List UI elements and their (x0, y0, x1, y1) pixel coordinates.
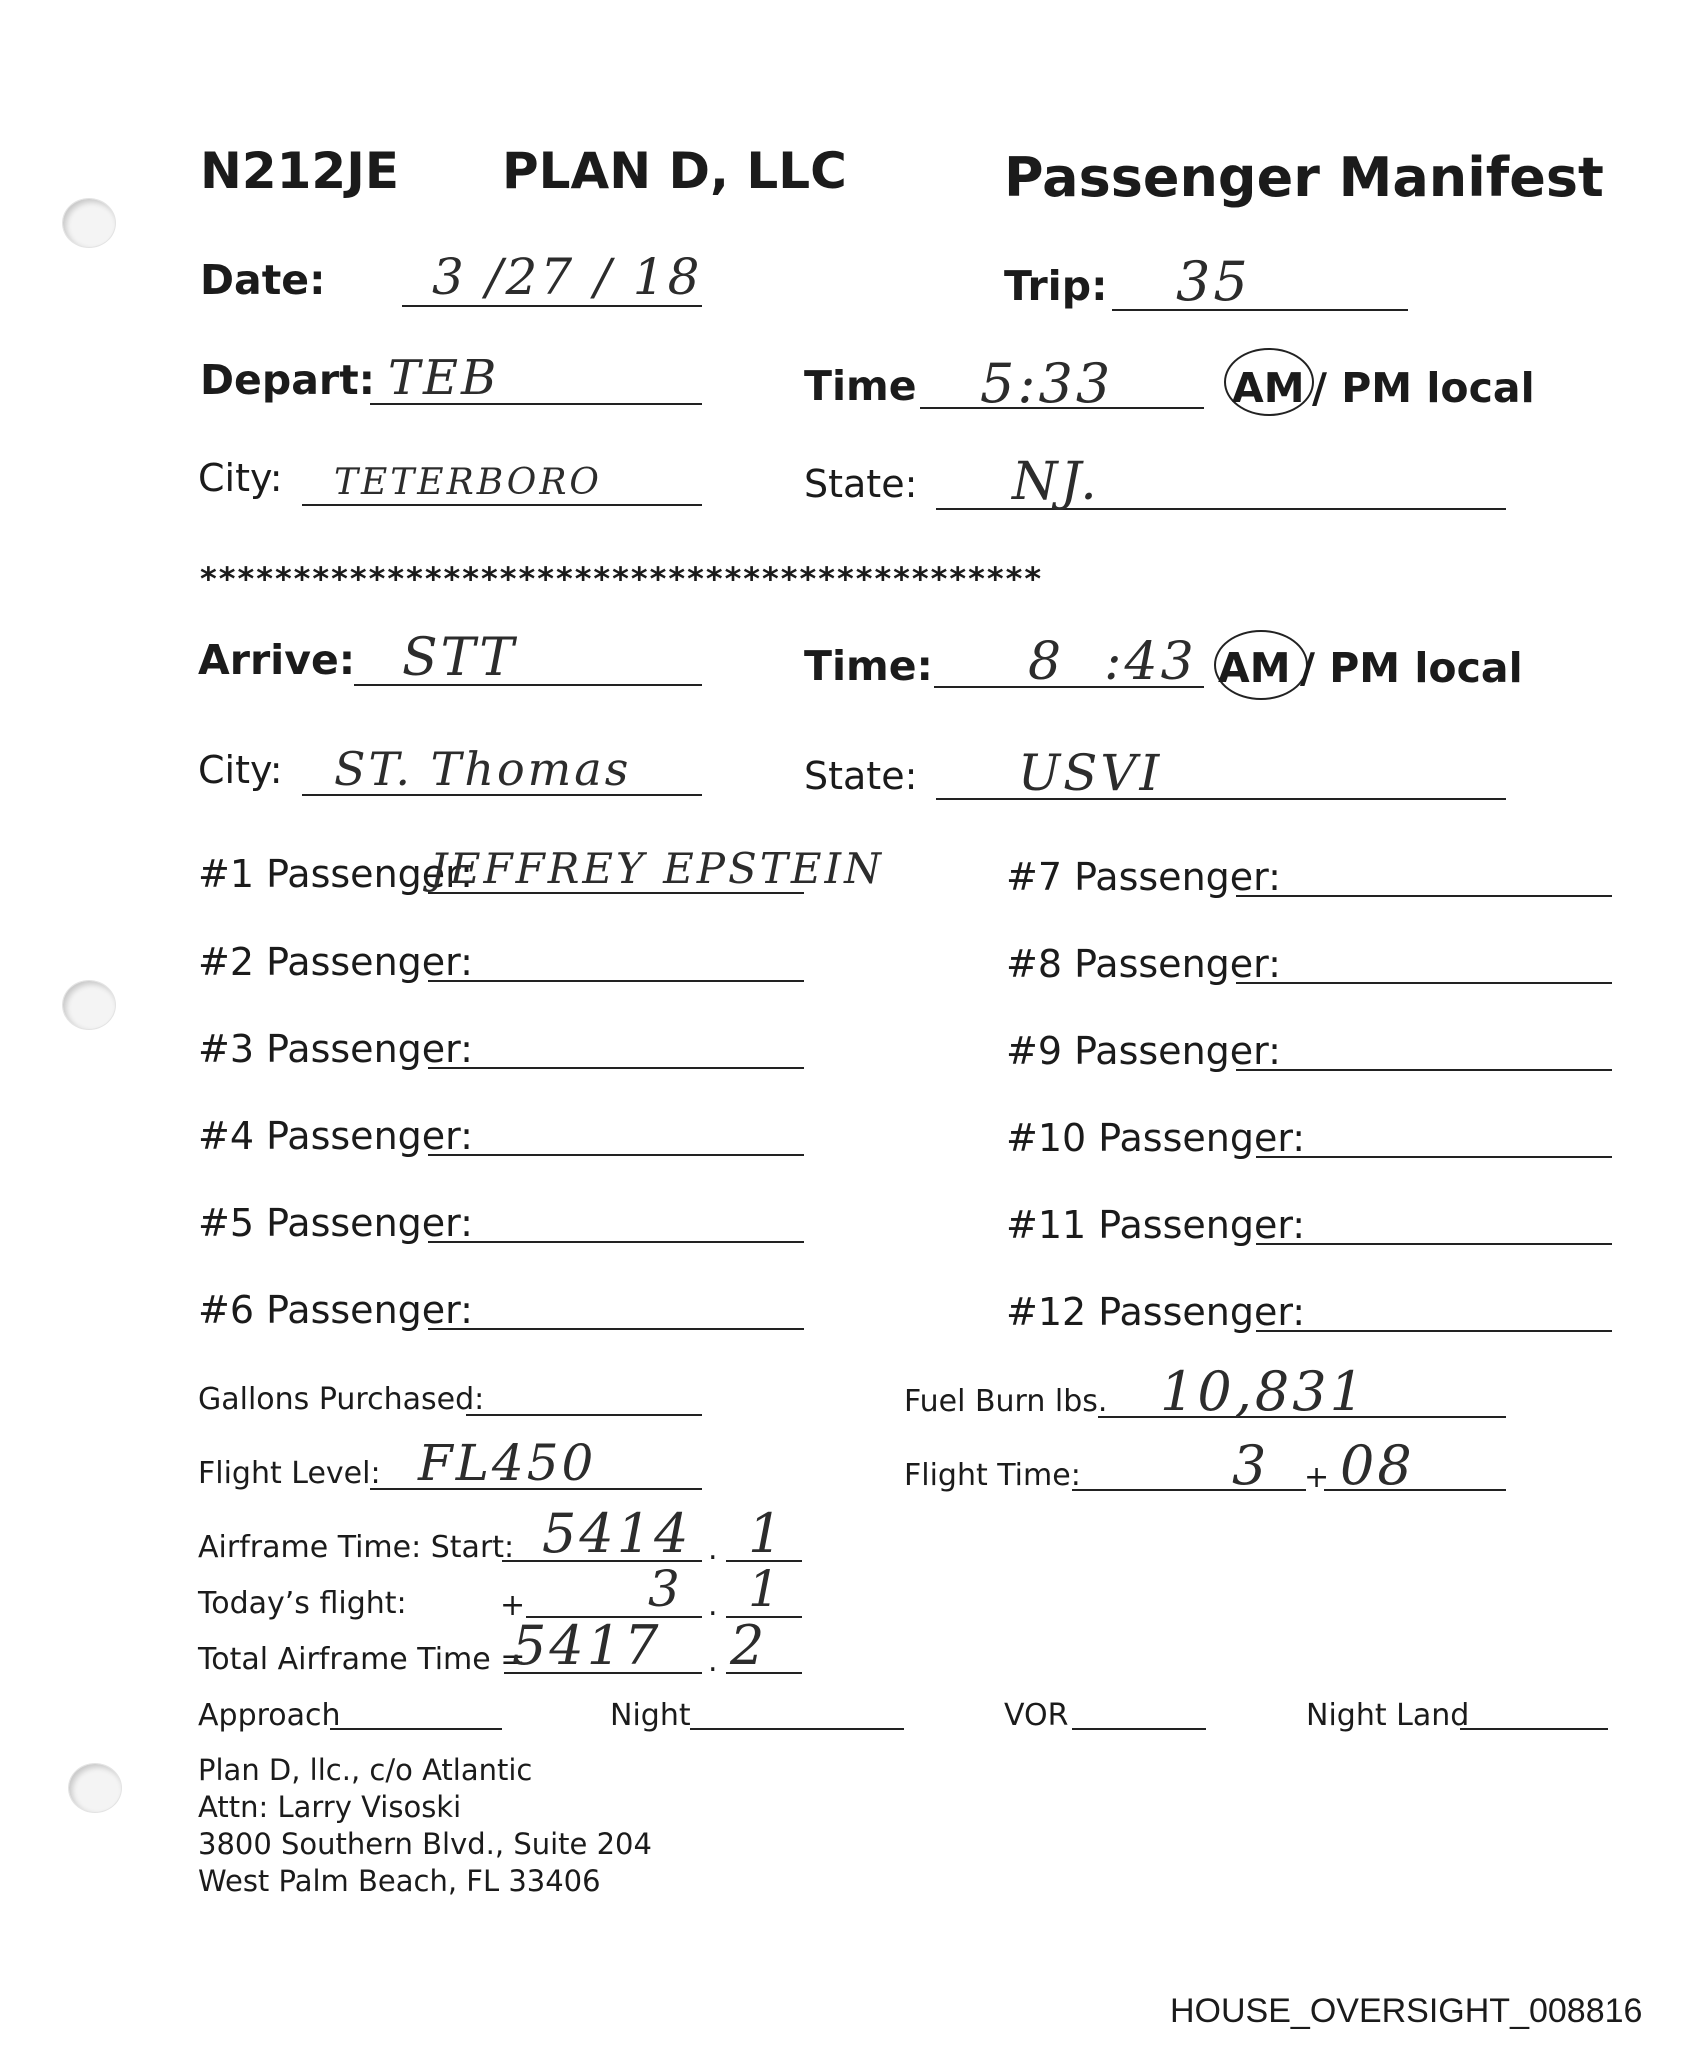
address-line-3: 3800 Southern Blvd., Suite 204 (198, 1827, 652, 1861)
bates-number: HOUSE_OVERSIGHT_008816 (1170, 1992, 1643, 2030)
departure-time-value: 5:33 (980, 352, 1114, 415)
arrival-time-hour: 8 (1028, 632, 1065, 692)
arrive-label: Arrive: (198, 636, 356, 684)
departure-city-value: TETERBORO (334, 462, 602, 503)
airframe-start-tenth: 1 (748, 1502, 786, 1565)
night-land-label: Night Land (1306, 1698, 1470, 1733)
date-value: 3 /27 / 18 (432, 248, 703, 306)
flight-time-minutes-value: 08 (1340, 1434, 1415, 1497)
night-line (690, 1728, 904, 1730)
passenger-3-label: #3 Passenger: (198, 1027, 473, 1071)
passenger-11-line (1256, 1243, 1612, 1245)
date-label: Date: (200, 256, 326, 304)
vor-line (1072, 1728, 1206, 1730)
passenger-12-label: #12 Passenger: (1006, 1290, 1306, 1334)
departure-am-label: AM (1232, 364, 1305, 412)
gallons-purchased-label: Gallons Purchased: (198, 1382, 485, 1417)
todays-flight-tenth: 1 (748, 1560, 783, 1618)
flight-level-label: Flight Level: (198, 1456, 381, 1491)
passenger-6-line (428, 1328, 804, 1330)
binder-hole-bottom (68, 1763, 122, 1813)
passenger-9-line (1236, 1069, 1612, 1071)
passenger-5-label: #5 Passenger: (198, 1201, 473, 1245)
passenger-10-line (1256, 1156, 1612, 1158)
airframe-start-whole: 5414 (542, 1502, 692, 1565)
fuel-burn-value: 10,831 (1160, 1360, 1367, 1423)
section-separator: ********************************************* (200, 560, 1044, 598)
arrival-time-minutes: :43 (1104, 632, 1197, 692)
passenger-10-label: #10 Passenger: (1006, 1116, 1306, 1160)
address-line-2: Attn: Larry Visoski (198, 1790, 462, 1824)
flight-time-hours-line (1072, 1489, 1306, 1491)
total-airframe-whole: 5417 (512, 1614, 662, 1677)
arrival-city-value: ST. Thomas (334, 742, 632, 796)
arrival-pm-local-label: / PM local (1300, 644, 1523, 692)
passenger-4-line (428, 1154, 804, 1156)
trip-line (1112, 309, 1408, 311)
flight-time-hours-value: 3 (1232, 1434, 1270, 1497)
approach-line (330, 1728, 502, 1730)
airframe-start-dot: . (708, 1532, 718, 1567)
passenger-2-line (428, 980, 804, 982)
passenger-7-label: #7 Passenger: (1006, 855, 1281, 899)
passenger-6-label: #6 Passenger: (198, 1288, 473, 1332)
passenger-2-label: #2 Passenger: (198, 940, 473, 984)
passenger-1-value: JEFFREY EPSTEIN (430, 844, 884, 893)
departure-state-label: State: (804, 462, 918, 506)
passenger-11-label: #11 Passenger: (1006, 1203, 1306, 1247)
company-name: PLAN D, LLC (502, 142, 847, 200)
departure-city-label: City: (198, 456, 283, 500)
airframe-start-label: Airframe Time: Start: (198, 1530, 515, 1565)
departure-state-value: NJ. (1012, 452, 1100, 512)
passenger-4-label: #4 Passenger: (198, 1114, 473, 1158)
passenger-7-line (1236, 895, 1612, 897)
passenger-1-label: #1 Passenger: (198, 852, 473, 896)
departure-city-line (302, 504, 702, 506)
passenger-8-line (1236, 982, 1612, 984)
arrival-am-label: AM (1218, 644, 1291, 692)
trip-label: Trip: (1004, 262, 1108, 310)
depart-label: Depart: (200, 356, 376, 404)
page-title: Passenger Manifest (1004, 146, 1604, 209)
night-land-line (1460, 1728, 1608, 1730)
vor-label: VOR (1004, 1698, 1069, 1733)
arrive-value: STT (402, 628, 517, 688)
gallons-purchased-line (466, 1414, 702, 1416)
total-airframe-label: Total Airframe Time = (198, 1642, 526, 1677)
todays-flight-label: Today’s flight: (198, 1586, 407, 1621)
flight-time-plus: + (1304, 1460, 1330, 1495)
night-label: Night (610, 1698, 691, 1733)
passenger-8-label: #8 Passenger: (1006, 942, 1281, 986)
departure-pm-local-label: / PM local (1312, 364, 1535, 412)
todays-flight-whole: 3 (648, 1560, 683, 1618)
arrival-state-value: USVI (1018, 744, 1163, 802)
passenger-9-label: #9 Passenger: (1006, 1029, 1281, 1073)
passenger-3-line (428, 1067, 804, 1069)
total-airframe-tenth: 2 (730, 1614, 768, 1677)
tail-number: N212JE (200, 142, 399, 200)
passenger-5-line (428, 1241, 804, 1243)
total-airframe-dot: . (708, 1644, 718, 1679)
depart-value: TEB (388, 350, 500, 406)
flight-level-value: FL450 (418, 1434, 597, 1492)
address-line-1: Plan D, llc., c/o Atlantic (198, 1753, 533, 1787)
address-line-4: West Palm Beach, FL 33406 (198, 1864, 601, 1898)
passenger-12-line (1256, 1330, 1612, 1332)
arrival-state-label: State: (804, 754, 918, 798)
flight-time-label: Flight Time: (904, 1458, 1081, 1493)
todays-flight-dot: . (708, 1588, 718, 1623)
arrival-city-label: City: (198, 748, 283, 792)
fuel-burn-label: Fuel Burn lbs. (904, 1384, 1108, 1419)
binder-hole-middle (62, 980, 116, 1030)
todays-flight-plus: + (500, 1588, 526, 1623)
trip-value: 35 (1176, 250, 1251, 313)
arrival-time-label: Time: (804, 642, 933, 690)
approach-label: Approach (198, 1698, 341, 1733)
binder-hole-top (62, 198, 116, 248)
departure-time-label: Time (804, 362, 917, 410)
